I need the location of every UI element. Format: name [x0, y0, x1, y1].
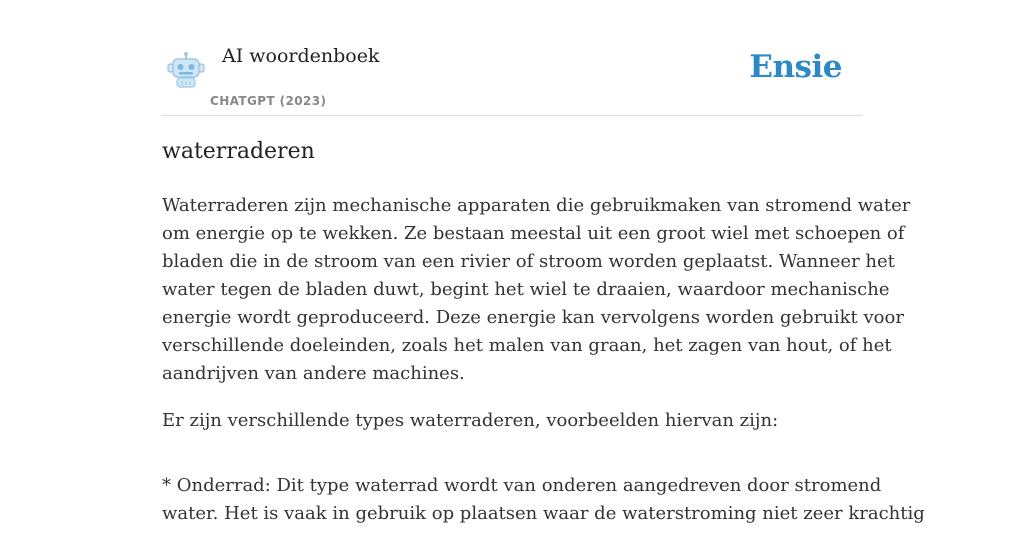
- text-line: * Onderrad: Dit type waterrad wordt van onderen aangedreven door stromend: [162, 475, 882, 496]
- source-label: CHATGPT (2023): [210, 94, 327, 108]
- text-line: verschillende doeleinden, zoals het malen van graan, het zagen van hout, of het: [162, 335, 892, 356]
- dictionary-title[interactable]: AI woordenboek: [222, 45, 380, 67]
- brand-logo[interactable]: Ensie: [749, 49, 842, 85]
- definition-paragraph: [162, 192, 911, 388]
- text-line: Waterraderen zijn mechanische apparaten die gebruikmaken van stromend water: [162, 195, 911, 216]
- text-line: aandrijven van andere machines.: [162, 363, 465, 384]
- page-container: [162, 0, 925, 524]
- text-line: water tegen de bladen duwt, begint het wiel te draaien, waardoor mechanische: [162, 279, 890, 300]
- list-item: [162, 472, 925, 528]
- text-line: om energie op te wekken. Ze bestaan meestal uit een groot wiel met schoepen of: [162, 223, 905, 244]
- header: [162, 0, 862, 116]
- entry-body: [162, 192, 925, 547]
- text-line: water. Het is vaak in gebruik op plaatsen waar de waterstroming niet zeer krachtig: [162, 503, 925, 524]
- text-line: Er zijn verschillende types waterraderen, voorbeelden hiervan zijn:: [162, 410, 779, 431]
- robot-icon: [166, 51, 206, 89]
- entry-headword: waterraderen: [162, 139, 315, 164]
- types-intro-paragraph: [162, 407, 862, 435]
- text-line: bladen die in de stroom van een rivier of stroom worden geplaatst. Wanneer het: [162, 251, 895, 272]
- text-line: energie wordt geproduceerd. Deze energie kan vervolgens worden gebruikt voor: [162, 307, 904, 328]
